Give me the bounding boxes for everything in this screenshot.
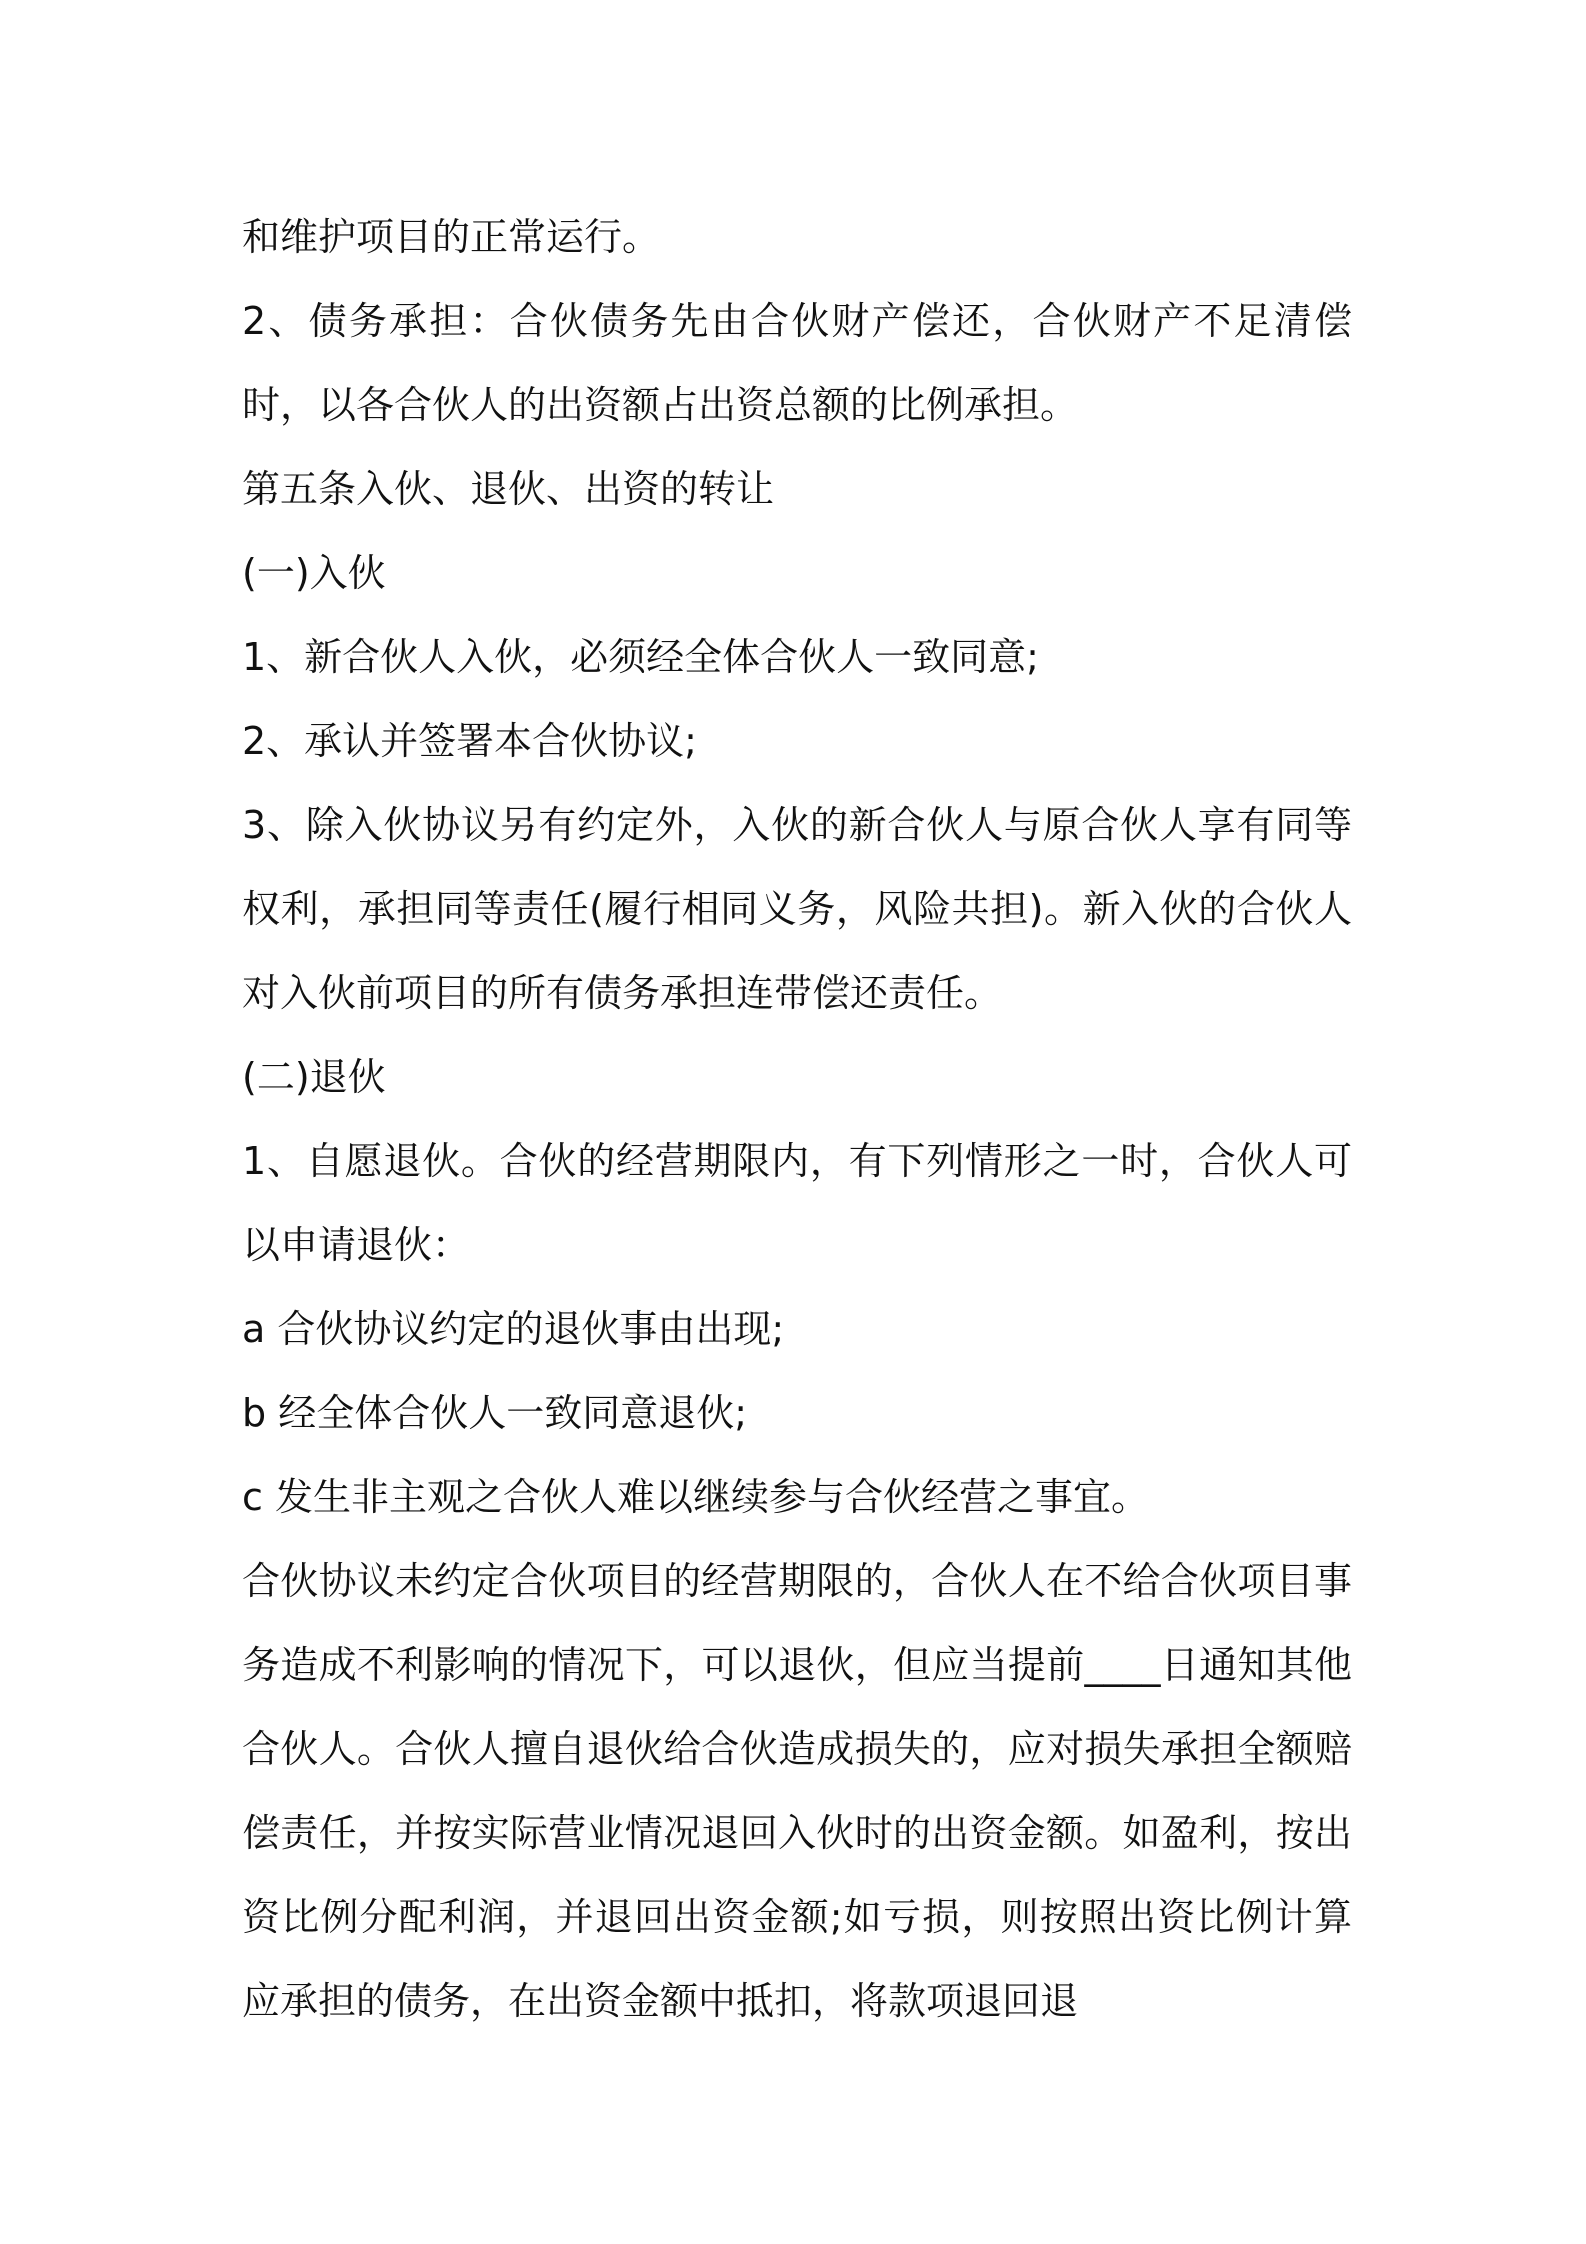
admission-item-3: 3、除入伙协议另有约定外，入伙的新合伙人与原合伙人享有同等权利，承担同等责任(履行相同义务，风险共担)。新入伙的合伙人对入伙前项目的所有债务承担连带偿还责任。: [242, 803, 1352, 1015]
paragraph-continuation: 和维护项目的正常运行。: [242, 215, 661, 259]
withdrawal-item-1: 1、自愿退伙。合伙的经营期限内，有下列情形之一时，合伙人可以申请退伙：: [242, 1139, 1352, 1267]
admission-item-2: 2、承认并签署本合伙协议;: [242, 719, 697, 763]
section-admission-heading: (一)入伙: [242, 551, 386, 595]
paragraph-debt-liability: 2、债务承担：合伙债务先由合伙财产偿还，合伙财产不足清偿时，以各合伙人的出资额占出资总额的比例承担。: [242, 299, 1352, 427]
section-withdrawal-heading: (二)退伙: [242, 1055, 386, 1099]
withdrawal-condition-a: a 合伙协议约定的退伙事由出现;: [242, 1307, 785, 1351]
withdrawal-condition-c: c 发生非主观之合伙人难以继续参与合伙经营之事宜。: [242, 1475, 1149, 1519]
document-body: [242, 195, 1352, 2043]
article-5-heading: 第五条入伙、退伙、出资的转让: [242, 467, 775, 511]
withdrawal-condition-b: b 经全体合伙人一致同意退伙;: [242, 1391, 748, 1435]
withdrawal-no-term-paragraph: 合伙协议未约定合伙项目的经营期限的，合伙人在不给合伙项目事务造成不利影响的情况下，可以退伙，但应当提前____日通知其他合伙人。合伙人擅自退伙给合伙造成损失的，应对损失承担全额赔偿责任，并按实际营业情况退回入伙时的出资金额。如盈利，按出资比例分配利润，并退回出资金额;如亏损，则按照出资比例计算应承担的债务，在出资金额中抵扣，将款项退回退: [242, 1559, 1352, 2023]
admission-item-1: 1、新合伙人入伙，必须经全体合伙人一致同意;: [242, 635, 1039, 679]
